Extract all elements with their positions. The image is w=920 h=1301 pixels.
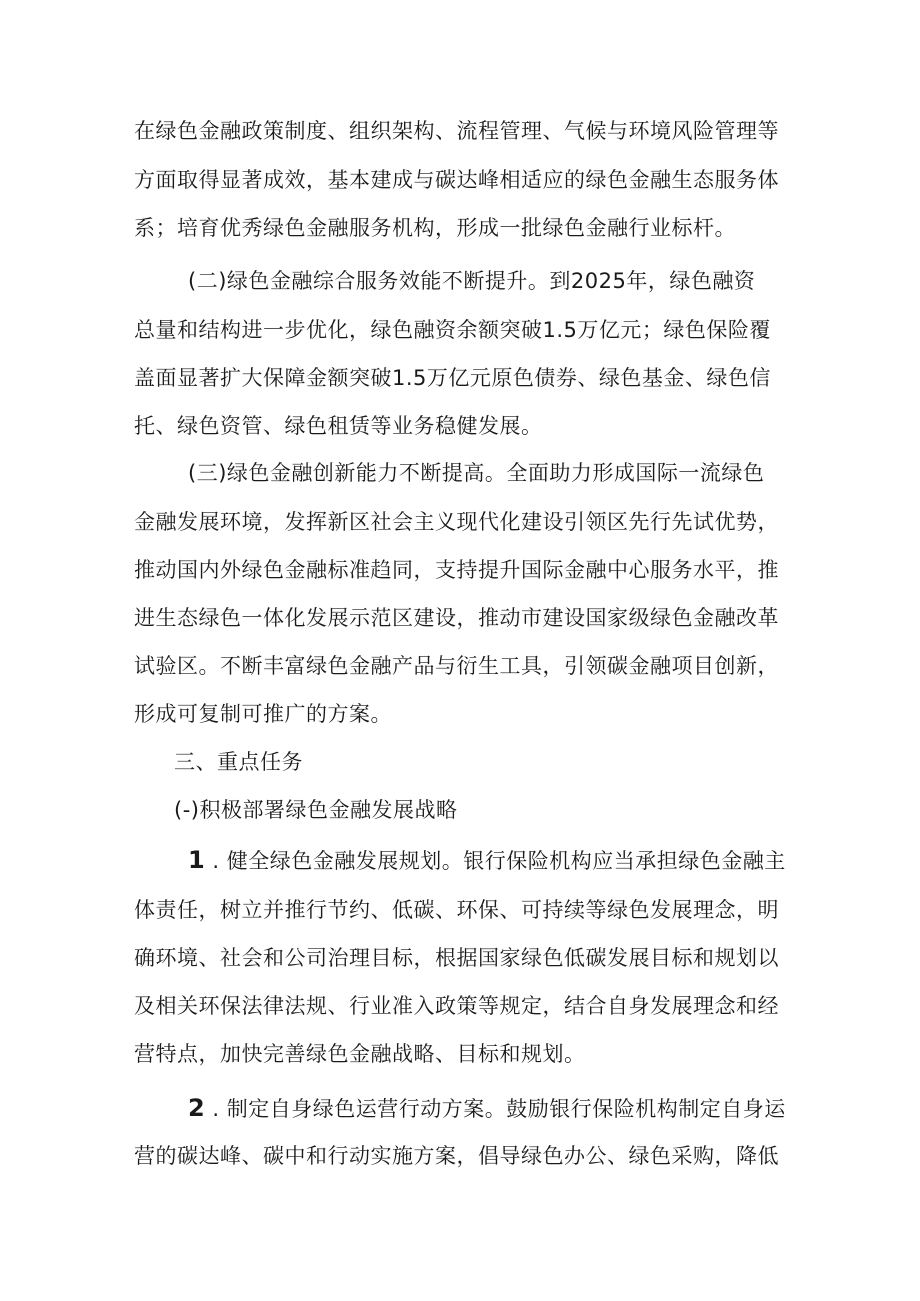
paragraph-line: 进生态绿色一体化发展示范区建设，推动市建设国家级绿色金融改革	[134, 606, 779, 630]
numbered-item-line: 2 . 制定自身绿色运营行动方案。鼓励银行保险机构制定自身运	[188, 1094, 786, 1122]
subsection-heading: (-)积极部署绿色金融发展战略	[174, 798, 458, 822]
paragraph-line: 试验区。不断丰富绿色金融产品与衍生工具，引领碳金融项目创新，	[134, 654, 779, 678]
item-number: 2	[188, 1094, 206, 1122]
paragraph-line: 总量和结构进一步优化，绿色融资余额突破1.5万亿元；绿色保险覆	[134, 318, 771, 342]
item-number: 1	[188, 846, 206, 874]
section-heading: 三、重点任务	[174, 750, 303, 774]
paragraph-line: 盖面显著扩大保障金额突破1.5万亿元原色债券、绿色基金、绿色信	[134, 366, 771, 390]
paragraph-line: 金融发展环境，发挥新区社会主义现代化建设引领区先行先试优势，	[134, 510, 779, 534]
item-text: 制定自身绿色运营行动方案。鼓励银行保险机构制定自身运	[226, 1097, 786, 1121]
paragraph-line: 推动国内外绿色金融标准趋同，支持提升国际金融中心服务水平，推	[134, 558, 779, 582]
paragraph-line: 形成可复制可推广的方案。	[134, 702, 392, 726]
paragraph-line: 营特点，加快完善绿色金融战略、目标和规划。	[134, 1042, 586, 1066]
subheading-line: (三)绿色金融创新能力不断提高。全面助力形成国际一流绿色	[188, 461, 765, 485]
paragraph-line: 系；培育优秀绿色金融服务机构，形成一批绿色金融行业标杆。	[134, 216, 736, 240]
paragraph-line: 在绿色金融政策制度、组织架构、流程管理、气候与环境风险管理等	[134, 119, 779, 143]
paragraph-line: 确环境、社会和公司治理目标，根据国家绿色低碳发展目标和规划以	[134, 946, 779, 970]
subheading-line: (二)绿色金融综合服务效能不断提升。到2025年，绿色融资	[188, 269, 756, 293]
paragraph-line: 及相关环保法律法规、行业准入政策等规定，结合自身发展理念和经	[134, 994, 779, 1018]
paragraph-line: 方面取得显著成效，基本建成与碳达峰相适应的绿色金融生态服务体	[134, 168, 779, 192]
numbered-item-line: 1 . 健全绿色金融发展规划。银行保险机构应当承担绿色金融主	[188, 846, 786, 874]
paragraph-line: 营的碳达峰、碳中和行动实施方案，倡导绿色办公、绿色采购，降低	[134, 1144, 779, 1168]
item-text: 健全绿色金融发展规划。银行保险机构应当承担绿色金融主	[226, 849, 786, 873]
paragraph-line: 托、绿色资管、绿色租赁等业务稳健发展。	[134, 414, 543, 438]
paragraph-line: 体责任，树立并推行节约、低碳、环保、可持续等绿色发展理念，明	[134, 898, 779, 922]
